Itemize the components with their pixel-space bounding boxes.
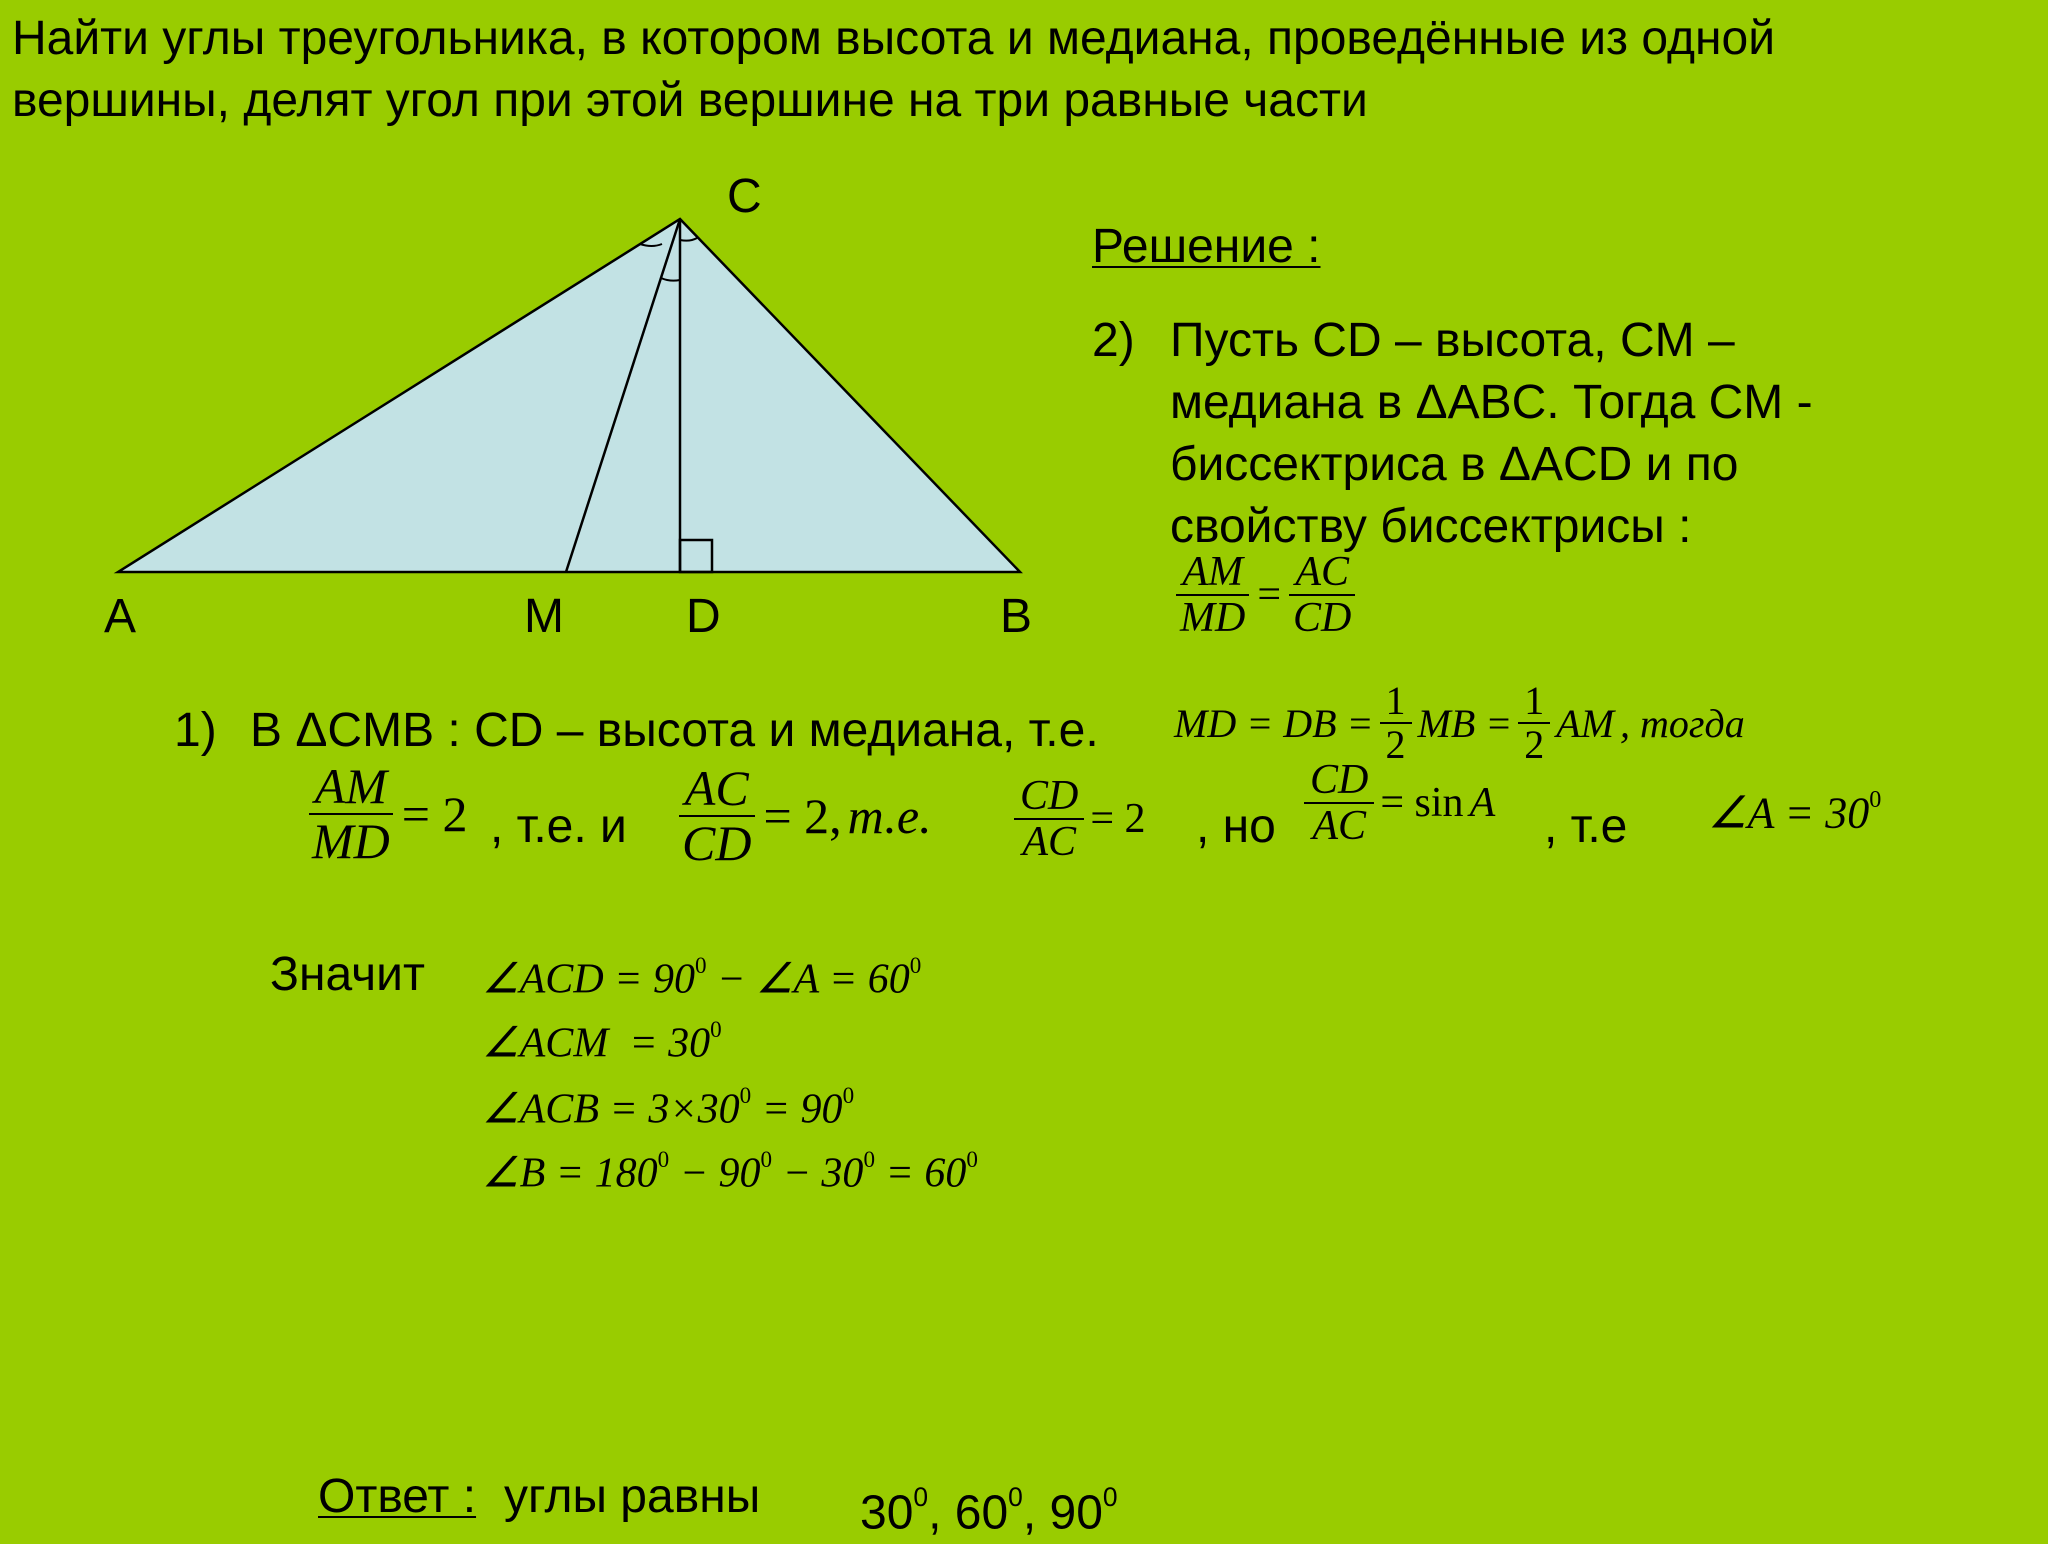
label-c: C [727,170,762,223]
text-no: , но [1196,800,1276,853]
ratio-sin-a: $\frac{CD}{AC}$ = sin A [1304,758,1495,848]
conclusion-line-3: ∠ACB = $3\times 30^0 = 90^0$ [482,1082,855,1133]
item-2-line-4: свойству биссектрисы : [1170,500,1692,553]
ratio-am-md: $\frac{AM}{MD}$ = 2 [306,760,467,867]
conclusion-line-4: ∠B = $180^0 - 90^0 - 30^0 = 60^0$ [482,1146,978,1197]
answer-values: $30^0$, $60^0$, $90^0$ [860,1482,1118,1540]
item-2-line-3: биссектриса в ΔACD и по [1170,438,1739,491]
text-te-i: , т.е. и [490,800,627,853]
item-2-line-2: медиана в ΔABC. Тогда CM - [1170,376,1813,429]
label-m: M [524,590,564,643]
problem-line-1: Найти углы треугольника, в котором высота и медиана, проведённые из одной [12,12,1776,65]
item-2-number: 2) [1092,314,1135,367]
conclusion-line-2: ∠ACM = $30^0$ [482,1016,722,1067]
triangle-abc [118,219,1020,572]
angle-a-result: ∠A = $30^0$ [1708,786,1882,838]
conclusion-label: Значит [270,948,425,1001]
step-1-number: 1) [174,704,217,757]
text-te: , т.е [1544,800,1628,853]
item-2-line-1: Пусть CD – высота, CM – [1170,314,1735,367]
step-1-formula: MD = DB = $\frac{1}{2}$ MB = $\frac{1}{2}$ AM , тогда [1174,678,1745,767]
ratio-cd-ac: $\frac{CD}{AC}$ = 2 [1014,774,1146,864]
step-1-text: В ΔCMB : CD – высота и медиана, т.е. [250,704,1099,757]
problem-line-2: вершины, делят угол при этой вершине на три равные части [12,74,1368,127]
conclusion-line-1: ∠ACD = $90^0$ − ∠A = $60^0$ [482,952,922,1003]
answer-label: Ответ : [318,1470,477,1523]
ratio-ac-cd: $\frac{AC}{CD}$ = 2, т.е. [676,762,932,869]
bisector-proportion: $\frac{AM}{MD}$ = $\frac{AC}{CD}$ [1174,550,1357,640]
label-b: B [1000,590,1033,643]
label-d: D [686,590,721,643]
solution-heading: Решение : [1092,220,1321,273]
label-a: A [104,590,137,643]
answer-text: углы равны [504,1470,761,1523]
